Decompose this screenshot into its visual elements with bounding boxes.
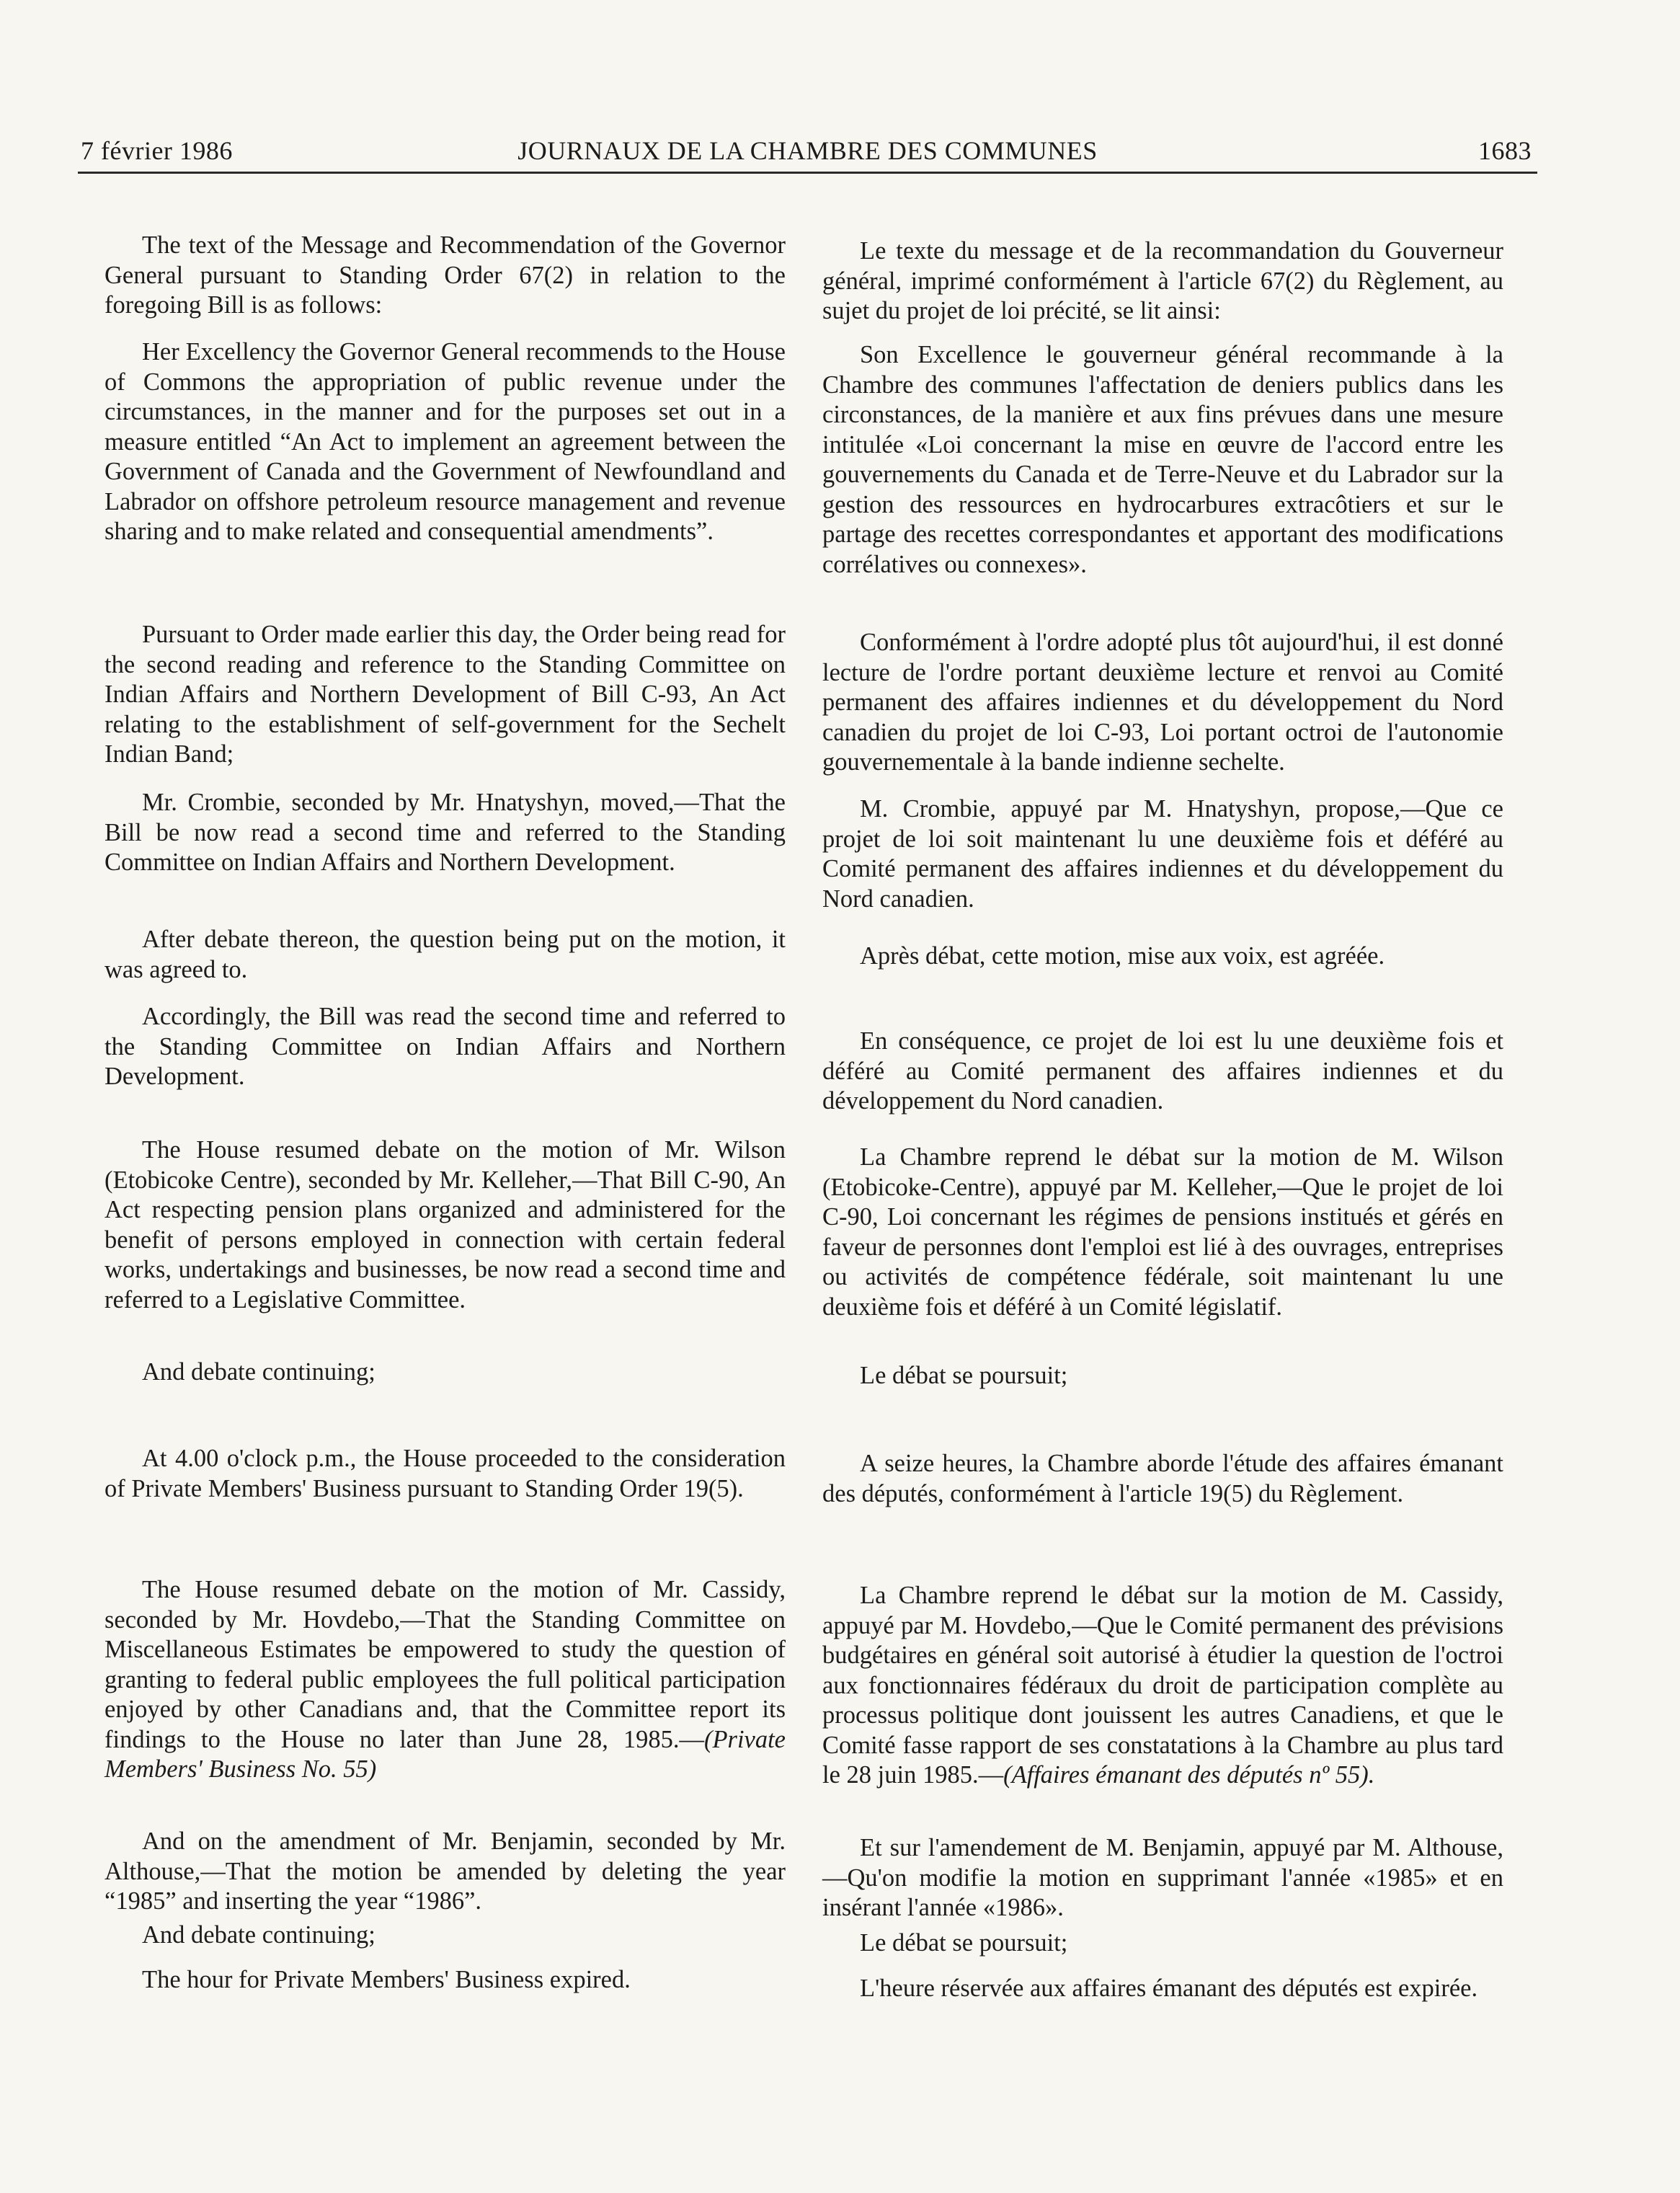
paragraph-order-c93-fr: Conformément à l'ordre adopté plus tôt aujourd'hui, il est donné lecture de l'ordre portant deuxième lecture et renvoi au Comité permanent des affaires indiennes et du développement du Nord canadien du projet de loi C-93, Loi portant octroi de l'autonomie gouvernementale à la bande indienne sechelte.: [822, 629, 1503, 776]
page-number: 1683: [1478, 136, 1532, 165]
paragraph-crombie-motion-fr: M. Crombie, appuyé par M. Hnatyshyn, propose,—Que ce projet de loi soit maintenant lu une deuxième fois et déféré au Comité permanent des affaires indiennes et du développement du Nord canadien.: [822, 795, 1503, 913]
paragraph-recommendation-fr: Son Excellence le gouverneur général recommande à la Chambre des communes l'affectation de deniers publics dans les circonstances, de la manière et aux fins prévues dans une mesure intitulée «Loi concernant la mise en œuvre de l'accord entre les gouvernements du Canada et de Terre-Neuve et du Labrador sur la gestion des ressources en hydrocarbures extracôtiers et sur le partage des recettes correspondantes et apportant des modifications corrélatives ou connexes».: [822, 341, 1503, 578]
paragraph-private-members-en: At 4.00 o'clock p.m., the House proceeded to the consideration of Private Members' Business pursuant to Standing Order 19(5).: [105, 1445, 786, 1502]
paragraph-wilson-motion-en: The House resumed debate on the motion of Mr. Wilson (Etobicoke Centre), seconded by Mr. Kelleher,—That Bill C-90, An Act respecting pension plans organized and administered for the benefit of persons employed in connection with certain federal works, undertakings and businesses, be now read a second time and referred to a Legislative Committee.: [105, 1136, 786, 1313]
paragraph-hour-expired-en: The hour for Private Members' Business expired.: [142, 1966, 631, 1993]
paragraph-benjamin-amendment-fr: Et sur l'amendement de M. Benjamin, appuyé par M. Althouse,—Qu'on modifie la motion en supprimant l'année «1985» et en insérant l'année «1986».: [822, 1834, 1503, 1921]
paragraph-hour-expired-fr: L'heure réservée aux affaires émanant des députés est expirée.: [860, 1975, 1478, 2002]
paragraph-bill-referred-en: Accordingly, the Bill was read the second time and referred to the Standing Committee on Indian Affairs and Northern Development.: [105, 1003, 786, 1090]
paragraph-wilson-motion-fr: La Chambre reprend le débat sur la motion de M. Wilson (Etobicoke-Centre), appuyé par M. Kelleher,—Que le projet de loi C-90, Loi concernant les régimes de pensions institués et gérés en faveur de personnes dont l'emploi est lié à des ouvrages, entreprises ou activités de compétence fédérale, soit maintenant lu une deuxième fois et déféré à un Comité législatif.: [822, 1143, 1503, 1321]
paragraph-cassidy-motion-fr: La Chambre reprend le débat sur la motion de M. Cassidy, appuyé par M. Hovdebo,—Que le Comité permanent des prévisions budgétaires en général soit autorisé à étudier la question de l'octroi aux fonctionnaires fédéraux du droit de participation complète au processus politique dont jouissent les autres Canadiens, et que le Comité fasse rapport de ses constatations à la Chambre au plus tard le 28 juin 1985.—(Affaires émanant des députés nº 55).: [822, 1582, 1503, 1789]
paragraph-recommendation-en: Her Excellency the Governor General recommends to the House of Commons the appropriation of public revenue under the circumstances, in the manner and for the purposes set out in a measure entitled “An Act to implement an agreement between the Government of Canada and the Government of Newfoundland and Labrador on offshore petroleum resource management and revenue sharing and to make related and consequential amendments”.: [105, 338, 786, 545]
paragraph-debate-continuing-fr: Le débat se poursuit;: [860, 1362, 1068, 1389]
paragraph-debate-continuing-2-en: And debate continuing;: [142, 1921, 375, 1949]
paragraph-debate-agreed-en: After debate thereon, the question being put on the motion, it was agreed to.: [105, 926, 786, 983]
paragraph-benjamin-amendment-en: And on the amendment of Mr. Benjamin, seconded by Mr. Althouse,—That the motion be amended by deleting the year “1985” and inserting the year “1986”.: [105, 1828, 786, 1915]
paragraph-private-members-fr: A seize heures, la Chambre aborde l'étude des affaires émanant des députés, conformément à l'article 19(5) du Règlement.: [822, 1450, 1503, 1507]
paragraph-debate-continuing-2-fr: Le débat se poursuit;: [860, 1929, 1068, 1957]
paragraph-debate-continuing-en: And debate continuing;: [142, 1358, 375, 1386]
running-header: [78, 128, 1537, 174]
header-title: JOURNAUX DE LA CHAMBRE DES COMMUNES: [517, 136, 1098, 165]
paragraph-message-intro-en: The text of the Message and Recommendation of the Governor General pursuant to Standing Order 67(2) in relation to the foregoing Bill is as follows:: [105, 231, 786, 319]
paragraph-debate-agreed-fr: Après débat, cette motion, mise aux voix, est agréée.: [860, 942, 1385, 970]
paragraph-cassidy-motion-en: The House resumed debate on the motion of Mr. Cassidy, seconded by Mr. Hovdebo,—That the Standing Committee on Miscellaneous Estimates be empowered to study the question of granting to federal public employees the full political participation enjoyed by other Canadians and, that the Committee report its findings to the House no later than June 28, 1985.—(Private Members' Business No. 55): [105, 1576, 786, 1783]
paragraph-order-c93-en: Pursuant to Order made earlier this day, the Order being read for the second reading and reference to the Standing Committee on Indian Affairs and Northern Development of Bill C-93, An Act relating to the establishment of self-government for the Sechelt Indian Band;: [105, 621, 786, 768]
paragraph-crombie-motion-en: Mr. Crombie, seconded by Mr. Hnatyshyn, moved,—That the Bill be now read a second time and referred to the Standing Committee on Indian Affairs and Northern Development.: [105, 789, 786, 876]
paragraph-message-intro-fr: Le texte du message et de la recommandation du Gouverneur général, imprimé conformément à l'article 67(2) du Règlement, au sujet du projet de loi précité, se lit ainsi:: [822, 237, 1503, 324]
paragraph-bill-referred-fr: En conséquence, ce projet de loi est lu une deuxième fois et déféré au Comité permanent des affaires indiennes et du développement du Nord canadien.: [822, 1027, 1503, 1115]
header-date: 7 février 1986: [81, 136, 233, 165]
